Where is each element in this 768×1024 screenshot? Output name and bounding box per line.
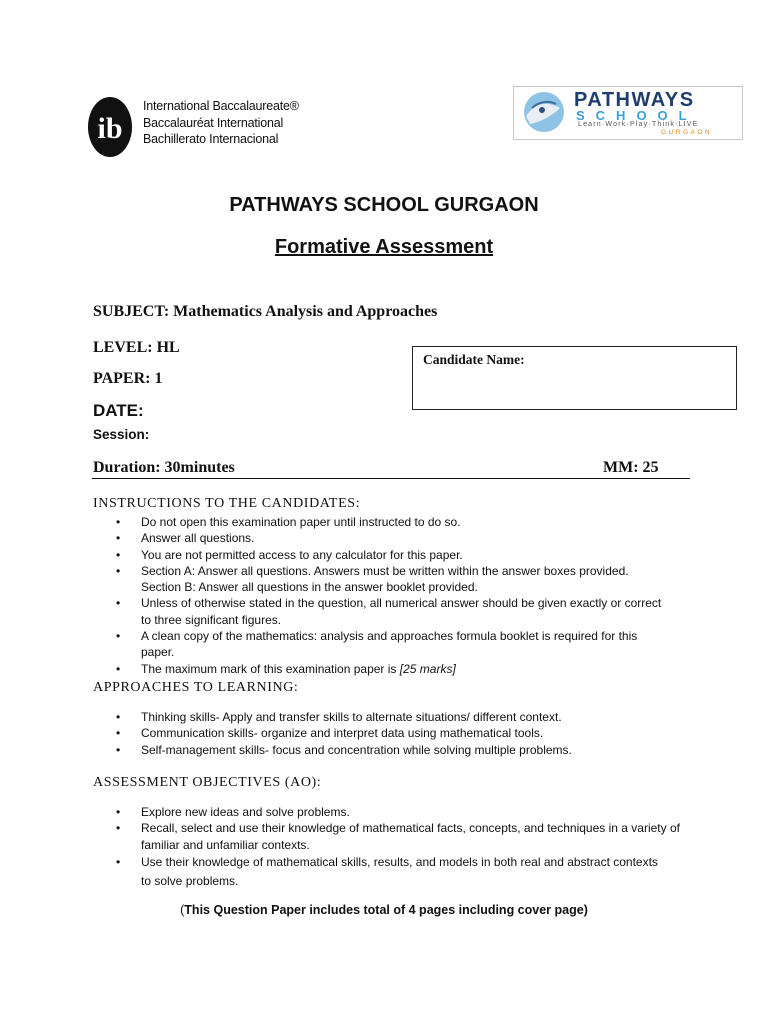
candidate-name-label: Candidate Name: xyxy=(423,352,525,367)
pathways-logo xyxy=(513,86,743,140)
assessment-title: Formative Assessment xyxy=(274,236,494,258)
ib-names xyxy=(143,98,299,148)
page-count-text: This Question Paper includes total of 4 pages including cover page xyxy=(184,903,584,917)
paren-open: ( xyxy=(180,903,185,917)
pathways-name: PATHWAYS xyxy=(574,89,695,111)
ib-name-es: Bachillerato Internacional xyxy=(143,132,279,146)
list-item: • Self-management skills- focus and concentration while solving multiple problems. xyxy=(116,742,686,758)
ib-name-en: International Baccalaureate® xyxy=(143,99,299,113)
approaches-heading: APPROACHES TO LEARNING: xyxy=(93,680,299,695)
duration-rule xyxy=(92,478,690,479)
ib-name-fr: Baccalauréat International xyxy=(143,115,284,130)
globe-icon xyxy=(520,90,568,134)
instructions-list xyxy=(116,514,686,677)
duration-label: Duration: 30minutes xyxy=(93,459,235,476)
ib-mark-text: ib xyxy=(97,112,123,145)
max-marks-label: MM: 25 xyxy=(603,459,659,476)
list-item: • Do not open this examination paper until instructed to do so. xyxy=(116,514,686,530)
ib-logo xyxy=(86,94,299,160)
instructions-heading: INSTRUCTIONS TO THE CANDIDATES: xyxy=(93,496,361,511)
page-count-note xyxy=(0,903,768,917)
pathways-school: SCHOOL xyxy=(576,108,698,123)
list-item: • The maximum mark of this examination paper is [25 marks] xyxy=(116,661,686,677)
level-line: LEVEL: HL xyxy=(93,339,180,356)
school-title: PATHWAYS SCHOOL GURGAON xyxy=(229,194,539,216)
list-item: • Thinking skills- Apply and transfer skills to alternate situations/ different context. xyxy=(116,709,686,725)
list-item-continuation: Section B: Answer all questions in the answer booklet provided. xyxy=(141,580,478,595)
list-item: • You are not permitted access to any calculator for this paper. xyxy=(116,547,686,563)
list-item: • Section A: Answer all questions. Answers must be written within the answer boxes provided. xyxy=(116,563,686,579)
date-label: DATE: xyxy=(93,401,144,420)
list-item: • Use their knowledge of mathematical skills, results, and models in both real and abstract contexts to solve problems. xyxy=(116,853,661,891)
list-item: • Communication skills- organize and interpret data using mathematical tools. xyxy=(116,725,686,741)
objectives-heading: ASSESSMENT OBJECTIVES (AO): xyxy=(93,775,322,790)
session-label: Session: xyxy=(93,427,150,442)
paren-close: ) xyxy=(583,903,588,917)
list-item: • Explore new ideas and solve problems. xyxy=(116,804,676,820)
approaches-list xyxy=(116,709,686,758)
candidate-name-box[interactable] xyxy=(412,346,737,410)
max-mark-emphasis: [25 marks] xyxy=(399,661,456,676)
list-item: • Recall, select and use their knowledge of mathematical facts, concepts, and techniques in a variety of familiar and unfamiliar contexts. xyxy=(116,820,681,853)
pathways-city: GURGAON xyxy=(661,129,713,136)
paper-line: PAPER: 1 xyxy=(93,370,163,387)
pathways-tagline: Learn·Work·Play·Think·LIVE xyxy=(578,121,699,128)
list-item: • A clean copy of the mathematics: analysis and approaches formula booklet is required for this paper. xyxy=(116,628,671,661)
ib-logo-icon xyxy=(86,94,134,158)
objectives-list xyxy=(116,804,680,891)
subject-line: SUBJECT: Mathematics Analysis and Approaches xyxy=(93,303,438,320)
list-item: • Answer all questions. xyxy=(116,530,686,546)
list-item: • Unless of otherwise stated in the question, all numerical answer should be given exactly or correct to three significant figures. xyxy=(116,595,671,628)
